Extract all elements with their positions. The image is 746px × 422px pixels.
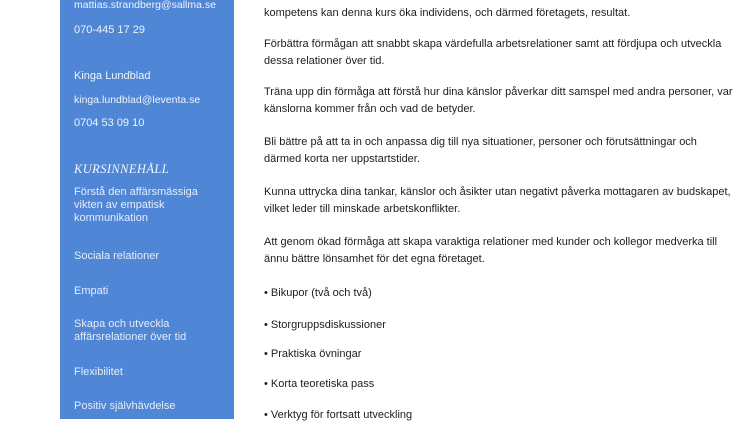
- paragraph: Bli bättre på att ta in och anpassa dig till nya situationer, personer och förutsättningar och därmed korta ner uppstartstider.: [264, 136, 697, 165]
- contact2-email[interactable]: kinga.lundblad@leventa.se: [74, 94, 201, 106]
- paragraph: kompetens kan denna kurs öka individens, och därmed företagets, resultat.: [264, 7, 631, 19]
- contact2-name: Kinga Lundblad: [74, 70, 151, 82]
- contact2-phone: 0704 53 09 10: [74, 117, 145, 129]
- course-item: Empati: [74, 285, 109, 297]
- contact1-email[interactable]: mattias.strandberg@sallma.se: [74, 0, 216, 11]
- bullet-item: • Verktyg för fortsatt utveckling: [264, 409, 413, 421]
- course-item: Skapa och utveckla affärsrelationer över tid: [74, 318, 187, 343]
- paragraph: Träna upp din förmåga att förstå hur dina känslor påverkar ditt samspel med andra personer, var känslorna kommer från och vad de betyder.: [264, 86, 733, 115]
- bullet-item: • Korta teoretiska pass: [264, 378, 375, 390]
- course-item: Sociala relationer: [74, 250, 159, 262]
- course-content-heading: KURSINNEHÅLL: [74, 162, 170, 176]
- course-item: Flexibilitet: [74, 366, 123, 378]
- sidebar: [60, 0, 234, 419]
- bullet-item: • Storgruppsdiskussioner: [264, 319, 386, 331]
- bullet-item: • Bikupor (två och två): [264, 287, 372, 299]
- course-item: Positiv självhävdelse: [74, 400, 176, 412]
- course-item: Förstå den affärsmässiga vikten av empatisk kommunikation: [74, 186, 198, 224]
- paragraph: Kunna uttrycka dina tankar, känslor och åsikter utan negativt påverka mottagaren av budskapet, vilket leder till minskade arbetskonflikter.: [264, 186, 731, 215]
- paragraph: Att genom ökad förmåga att skapa varaktiga relationer med kunder och kollegor medverka till ännu bättre lönsamhet för det egna företaget.: [264, 236, 718, 265]
- paragraph: Förbättra förmågan att snabbt skapa värdefulla arbetsrelationer samt att fördjupa och utveckla dessa relationer över tid.: [264, 38, 722, 67]
- bullet-item: • Praktiska övningar: [264, 348, 362, 360]
- contact1-phone: 070-445 17 29: [74, 24, 145, 36]
